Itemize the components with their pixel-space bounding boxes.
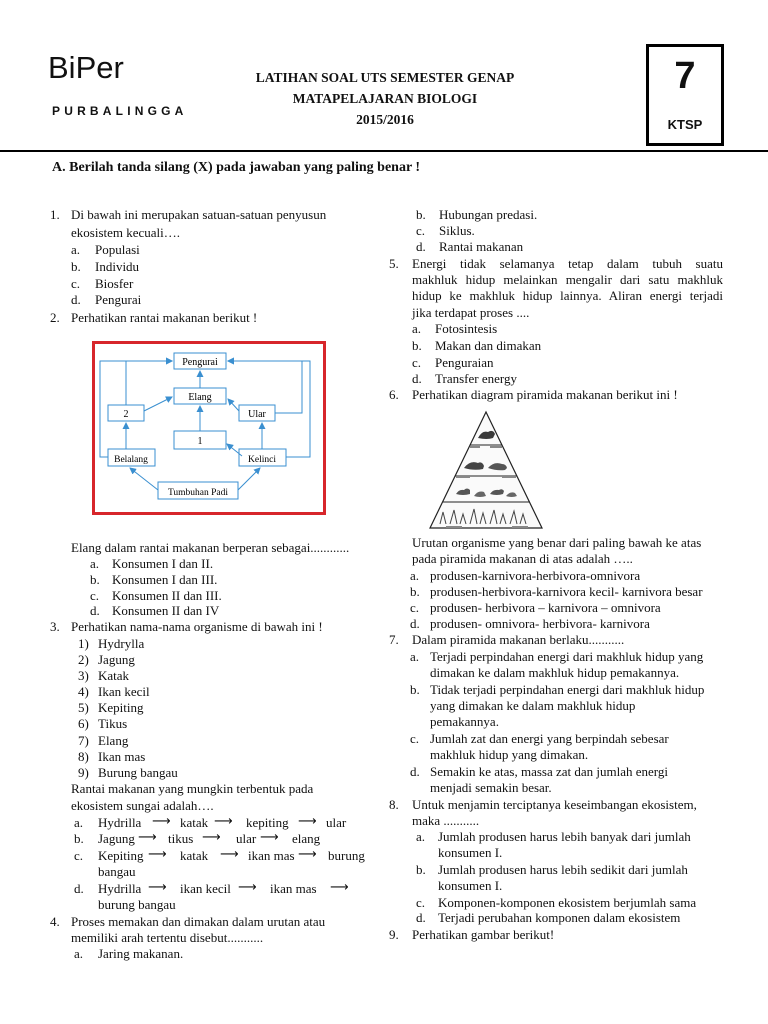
list-number: 2): [78, 652, 89, 667]
option-letter: c.: [410, 600, 420, 615]
option-text: Hubungan predasi.: [439, 207, 538, 222]
option-letter: a.: [410, 568, 420, 583]
organism-name: Tikus: [98, 716, 128, 731]
question-stem: Urutan organisme yang benar dari paling bawah ke atas: [412, 535, 702, 550]
chain-item: Hydrilla: [98, 881, 142, 896]
chain-item: ikan kecil: [180, 881, 231, 896]
option-text: dimakan ke dalam makhluk hidup pemakannya.: [430, 665, 680, 680]
food-pyramid-image: [426, 408, 546, 532]
diagram-node-2: 2: [123, 409, 129, 420]
option-text: Transfer energy: [435, 371, 517, 386]
option-text: Terjadi perpindahan energi dari makhluk hidup yang: [430, 649, 704, 664]
question-stem: pada piramida makanan di atas adalah …..: [412, 551, 633, 566]
list-number: 5): [78, 700, 89, 715]
option-letter: b.: [74, 831, 84, 846]
option-text: Pengurai: [95, 292, 142, 307]
option-text: Komponen-komponen ekosistem berjumlah sama: [438, 895, 697, 910]
arrow-right-icon: ⟶: [298, 847, 317, 862]
list-number: 6): [78, 716, 89, 731]
option-letter: b.: [71, 259, 81, 274]
diagram-node-belalang: Belalang: [114, 455, 148, 465]
option-text: Konsumen II dan III.: [112, 588, 222, 603]
option-letter: b.: [410, 584, 420, 599]
chain-item: ular: [236, 831, 257, 846]
question-stem: ekosistem sungai adalah….: [71, 798, 214, 813]
option-letter: d.: [412, 371, 422, 386]
option-letter: d.: [90, 603, 100, 618]
option-text: Rantai makanan: [439, 239, 524, 254]
option-text: Populasi: [95, 242, 140, 257]
chain-item: ular: [326, 815, 347, 830]
question-number: 9.: [389, 927, 399, 942]
question-number: 6.: [389, 387, 399, 402]
option-text: Konsumen I dan III.: [112, 572, 218, 587]
chain-item: katak: [180, 848, 209, 863]
question-text: Dalam piramida makanan berlaku...........: [412, 632, 625, 647]
list-number: 7): [78, 733, 89, 748]
question-text: Untuk menjamin terciptanya keseimbangan ekosistem,: [412, 797, 697, 812]
option-text: Jumlah produsen harus lebih banyak dari jumlah: [438, 829, 691, 844]
chain-item: burung: [328, 848, 365, 863]
option-letter: d.: [71, 292, 81, 307]
diagram-node-kelinci: Kelinci: [248, 455, 276, 465]
organism-name: Ikan mas: [98, 749, 146, 764]
chain-item: Kepiting: [98, 848, 144, 863]
option-text: yang dimakan ke dalam makhluk hidup: [430, 698, 636, 713]
option-letter: a.: [412, 321, 422, 336]
question-stem: Elang dalam rantai makanan berperan sebagai............: [71, 540, 350, 555]
organism-name: Ikan kecil: [98, 684, 150, 699]
option-letter: d.: [416, 910, 426, 925]
question-number: 4.: [50, 914, 60, 929]
list-number: 9): [78, 765, 89, 780]
chain-item: elang: [292, 831, 321, 846]
option-text: Penguraian: [435, 355, 494, 370]
header-divider: [0, 150, 768, 152]
arrow-right-icon: ⟶: [220, 847, 239, 862]
list-number: 8): [78, 749, 89, 764]
option-text: Individu: [95, 259, 140, 274]
question-stem: Rantai makanan yang mungkin terbentuk pada: [71, 781, 314, 796]
arrow-right-icon: ⟶: [202, 830, 221, 845]
chain-item: bangau: [98, 864, 136, 879]
question-text: Perhatikan diagram piramida makanan berikut ini !: [412, 387, 678, 402]
question-number: 8.: [389, 797, 399, 812]
option-letter: a.: [416, 829, 426, 844]
chain-item: ikan mas: [270, 881, 317, 896]
diagram-node-1: 1: [197, 436, 203, 447]
question-number: 1.: [50, 207, 60, 222]
organism-name: Jagung: [98, 652, 135, 667]
option-text: pemakannya.: [430, 714, 499, 729]
option-letter: b.: [90, 572, 100, 587]
chain-item: Jagung: [98, 831, 135, 846]
organism-name: Hydrylla: [98, 636, 145, 651]
option-letter: a.: [410, 649, 420, 664]
option-letter: c.: [410, 731, 420, 746]
food-web-diagram: [92, 341, 326, 515]
option-letter: c.: [90, 588, 100, 603]
question-number: 2.: [50, 310, 60, 325]
arrow-right-icon: ⟶: [260, 830, 279, 845]
question-text: Perhatikan rantai makanan berikut !: [71, 310, 258, 325]
diagram-node-elang: Elang: [188, 392, 212, 403]
question-text: memiliki arah tertentu disebut...........: [71, 930, 264, 945]
option-text: Siklus.: [439, 223, 475, 238]
question-number: 7.: [389, 632, 399, 647]
diagram-node-tumbuhan: Tumbuhan Padi: [167, 488, 229, 498]
chain-item: Hydrilla: [98, 815, 142, 830]
option-letter: b.: [416, 862, 426, 877]
option-letter: d.: [410, 764, 420, 779]
option-letter: b.: [410, 682, 420, 697]
question-number: 3.: [50, 619, 60, 634]
question-text: Perhatikan gambar berikut!: [412, 927, 555, 942]
arrow-right-icon: ⟶: [148, 880, 167, 895]
chain-item: kepiting: [246, 815, 289, 830]
option-text: konsumen I.: [438, 878, 503, 893]
question-text: Perhatikan nama-nama organisme di bawah ini !: [71, 619, 323, 634]
option-text: Tidak terjadi perpindahan energi dari makhluk hidup: [430, 682, 705, 697]
option-text: menjadi semakin besar.: [430, 780, 552, 795]
section-instruction: A. Berilah tanda silang (X) pada jawaban yang paling benar !: [52, 160, 421, 175]
option-letter: d.: [410, 616, 420, 631]
arrow-right-icon: ⟶: [152, 814, 171, 829]
question-text: makhluk hidup melainkan mengalir dari satu makhluk: [412, 272, 723, 287]
chain-item: katak: [180, 815, 209, 830]
option-text: Konsumen II dan IV: [112, 603, 220, 618]
option-letter: a.: [74, 946, 84, 961]
option-letter: c.: [71, 276, 81, 291]
option-text: produsen-herbivora-karnivora kecil- karnivora besar: [430, 584, 703, 599]
option-letter: c.: [74, 848, 84, 863]
option-letter: b.: [416, 207, 426, 222]
organism-name: Elang: [98, 733, 129, 748]
list-number: 3): [78, 668, 89, 683]
grade-box: [646, 44, 724, 146]
option-text: makhluk hidup yang dimakan.: [430, 747, 589, 762]
chain-item: ikan mas: [248, 848, 295, 863]
option-letter: a.: [90, 556, 100, 571]
chain-item: tikus: [168, 831, 194, 846]
exam-title: LATIHAN SOAL UTS SEMESTER GENAP: [255, 70, 515, 85]
question-text: jika terdapat proses ....: [412, 305, 530, 320]
question-text: Di bawah ini merupakan satuan-satuan penyusun: [71, 207, 327, 222]
option-text: Jumlah zat dan energi yang berpindah sebesar: [430, 731, 669, 746]
diagram-node-ular: Ular: [248, 409, 266, 420]
option-letter: c.: [416, 223, 426, 238]
diagram-node-pengurai: Pengurai: [182, 357, 218, 368]
option-letter: c.: [412, 355, 422, 370]
brand-subtitle: PURBALINGGA: [52, 104, 188, 118]
option-text: produsen- herbivora – karnivora – omnivora: [430, 600, 661, 615]
option-text: produsen- omnivora- herbivora- karnivora: [430, 616, 650, 631]
question-text: hidup ke makhluk hidup lainnya. Aliran energi terjadi: [412, 288, 723, 303]
option-text: Jumlah produsen harus lebih sedikit dari jumlah: [438, 862, 688, 877]
option-text: Fotosintesis: [435, 321, 498, 336]
option-text: Makan dan dimakan: [435, 338, 542, 353]
option-text: Jaring makanan.: [98, 946, 184, 961]
option-text: produsen-karnivora-herbivora-omnivora: [430, 568, 641, 583]
option-text: konsumen I.: [438, 845, 503, 860]
question-text: Proses memakan dan dimakan dalam urutan atau: [71, 914, 326, 929]
option-text: Semakin ke atas, massa zat dan jumlah energi: [430, 764, 669, 779]
organism-name: Kepiting: [98, 700, 144, 715]
list-number: 4): [78, 684, 89, 699]
option-letter: b.: [412, 338, 422, 353]
curriculum-label: KTSP: [667, 117, 703, 132]
question-text: Energi tidak selamanya tetap dalam tubuh suatu: [412, 256, 723, 271]
option-text: Terjadi perubahan komponen dalam ekosistem: [438, 910, 681, 925]
option-letter: d.: [74, 881, 84, 896]
arrow-right-icon: ⟶: [214, 814, 233, 829]
organism-name: Katak: [98, 668, 130, 683]
arrow-right-icon: ⟶: [330, 880, 349, 895]
exam-subject: MATAPELAJARAN BIOLOGI: [292, 91, 478, 106]
arrow-right-icon: ⟶: [238, 880, 257, 895]
arrow-right-icon: ⟶: [138, 830, 157, 845]
arrow-right-icon: ⟶: [298, 814, 317, 829]
question-text: ekosistem kecuali….: [71, 225, 181, 240]
option-letter: c.: [416, 895, 426, 910]
grade-number: 7: [674, 55, 696, 97]
option-text: Konsumen I dan II.: [112, 556, 214, 571]
option-letter: a.: [74, 815, 84, 830]
option-letter: d.: [416, 239, 426, 254]
arrow-right-icon: ⟶: [148, 847, 167, 862]
question-text: maka ...........: [412, 813, 480, 828]
option-letter: a.: [71, 242, 81, 257]
exam-year: 2015/2016: [356, 112, 414, 127]
organism-name: Burung bangau: [98, 765, 178, 780]
list-number: 1): [78, 636, 89, 651]
brand-logo: BiPer: [48, 50, 124, 85]
option-text: Biosfer: [95, 276, 134, 291]
question-number: 5.: [389, 256, 399, 271]
chain-item: burung bangau: [98, 897, 176, 912]
